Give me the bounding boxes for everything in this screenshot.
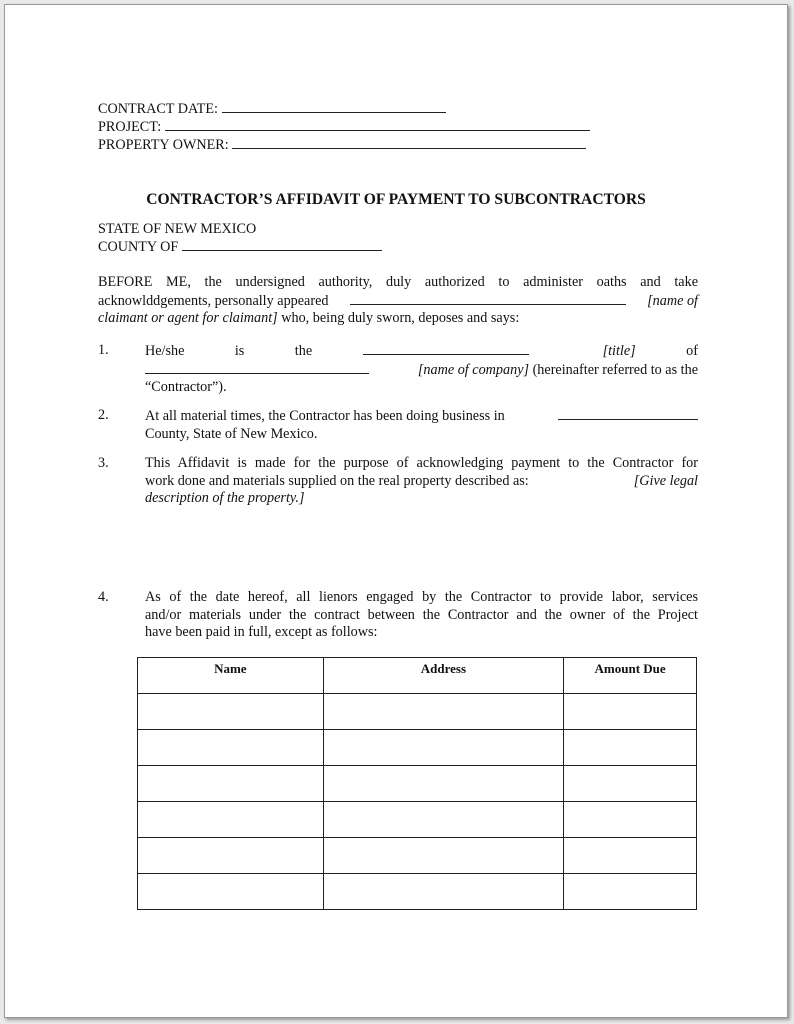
item-2-line-1 [145,407,698,426]
item-3-line-2 [145,473,698,491]
item-3-line-3 [145,490,698,508]
item-1-company-hint: [name of company] [417,361,530,378]
intro-line-3-text: who, being duly sworn, deposes and says: [277,310,520,326]
table-header-row [138,658,697,694]
contract-date-field [98,100,446,118]
item-1-line-3: “Contractor”). [145,379,227,395]
address-cell[interactable] [323,802,564,838]
item-4-paragraph [145,589,698,642]
property-owner-label: PROPERTY OWNER: [98,137,229,153]
intro-line-1: BEFORE ME, the undersigned authority, duly authorized to administer oaths and take [98,274,698,290]
item-1-number: 1. [98,342,109,358]
table-row [138,694,697,730]
name-cell[interactable] [138,766,324,802]
county-blank[interactable] [182,238,382,251]
item-4-line-3: have been paid in full, except as follows: [145,624,378,640]
address-cell[interactable] [323,874,564,910]
item-2-paragraph [145,407,698,443]
amount-due-cell[interactable] [564,730,697,766]
property-owner-field [98,136,586,154]
name-cell[interactable] [138,694,324,730]
item-1-line-2 [145,361,698,380]
item-1-line-1 [145,342,698,361]
item-4-number: 4. [98,589,109,605]
address-cell[interactable] [323,694,564,730]
amount-due-cell[interactable] [564,694,697,730]
intro-name-hint: [name of [647,292,698,309]
project-blank[interactable] [165,118,590,131]
item-3-number: 3. [98,455,109,471]
county-field [98,238,382,256]
amount-due-cell[interactable] [564,766,697,802]
table-row [138,874,697,910]
business-county-blank[interactable] [558,407,698,420]
item-1-word-heshe: He/she [145,343,185,359]
item-2-number: 2. [98,407,109,423]
item-3-line-2-text: work done and materials supplied on the real property described as: [145,472,529,489]
item-3-legal-hint: [Give legal [633,472,698,489]
column-header-name: Name [138,658,324,694]
project-label: PROJECT: [98,119,162,135]
document-title: CONTRACTOR’S AFFIDAVIT OF PAYMENT TO SUBCONTRACTORS [146,191,646,208]
document-page [4,4,788,1018]
column-header-amount-due: Amount Due [564,658,697,694]
amount-due-cell[interactable] [564,802,697,838]
title-blank[interactable] [363,342,529,355]
project-field [98,118,590,136]
county-label: COUNTY OF [98,239,179,255]
table-row [138,730,697,766]
item-3-property-hint: description of the property.] [145,490,305,506]
item-1-word-is: is [234,343,245,359]
table-row [138,802,697,838]
item-4-line-2: and/or materials under the contract between the Contractor and the owner of the Project [145,606,698,623]
intro-paragraph [98,274,698,328]
item-3-line-1: This Affidavit is made for the purpose of acknowledging payment to the Contractor for [145,455,698,471]
item-1-word-the: the [294,343,313,359]
address-cell[interactable] [323,838,564,874]
item-1-word-of: of [686,343,698,359]
intro-claimant-hint: claimant or agent for claimant] [98,310,278,326]
contract-date-label: CONTRACT DATE: [98,101,218,117]
item-1-line-2-text: (hereinafter referred to as the [529,361,698,378]
item-1-title-hint: [title] [602,343,636,359]
intro-line-3 [98,310,698,328]
column-header-address: Address [323,658,564,694]
amount-due-cell[interactable] [564,838,697,874]
table-row [138,838,697,874]
intro-line-2-text: acknowlddgements, personally appeared [98,292,329,309]
item-2-line-1-text: At all material times, the Contractor has been doing business in [145,408,505,424]
item-3-paragraph [145,455,698,508]
intro-line-2 [98,292,698,311]
name-cell[interactable] [138,802,324,838]
item-4-line-1: As of the date hereof, all lienors engaged by the Contractor to provide labor, services [145,589,698,605]
name-cell[interactable] [138,838,324,874]
item-1-paragraph [145,342,698,397]
item-2-line-2: County, State of New Mexico. [145,425,318,442]
amount-due-cell[interactable] [564,874,697,910]
address-cell[interactable] [323,730,564,766]
lienor-table [137,657,697,910]
property-owner-blank[interactable] [232,136,586,149]
appeared-name-blank[interactable] [350,292,626,305]
address-cell[interactable] [323,766,564,802]
name-cell[interactable] [138,730,324,766]
table-row [138,766,697,802]
company-name-blank[interactable] [145,361,369,374]
name-cell[interactable] [138,874,324,910]
contract-date-blank[interactable] [222,100,446,113]
state-line: STATE OF NEW MEXICO [98,221,257,237]
